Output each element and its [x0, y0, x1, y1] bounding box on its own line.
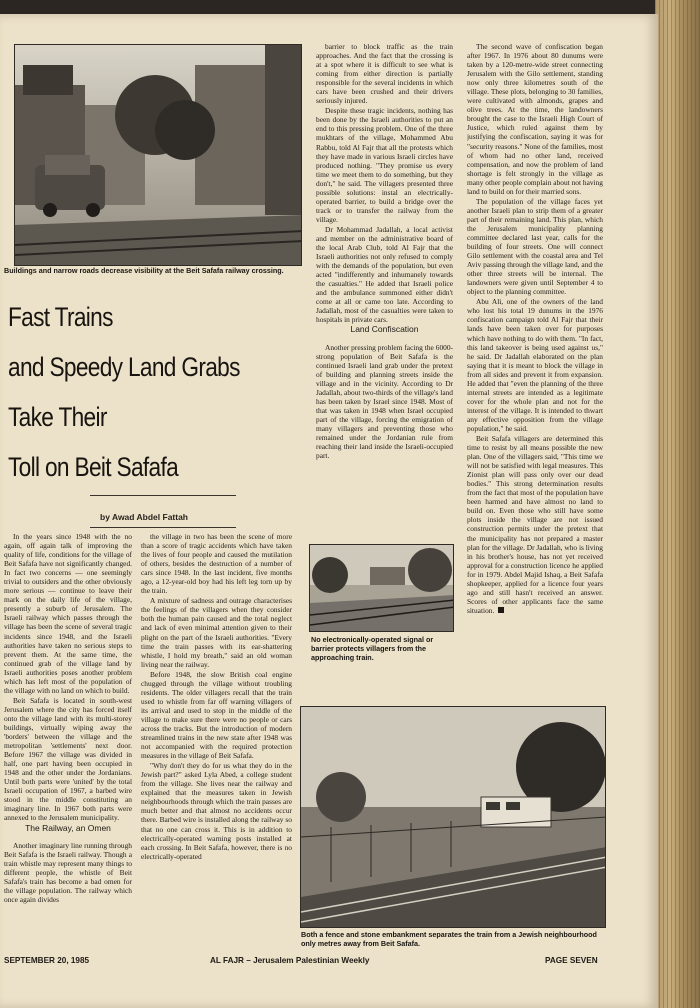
photo-railway-crossing — [14, 44, 302, 266]
footer-date: SEPTEMBER 20, 1985 — [4, 956, 90, 965]
footer-page-number: PAGE SEVEN — [545, 956, 598, 965]
fence-embankment-image — [301, 707, 606, 928]
end-of-article-mark — [498, 607, 504, 613]
column-3-paragraph: Dr Mohammad Jadallah, a local activist and member on the administrative board of the local Arab Club, told Al Fajr that the Israeli authorities not only refused to comply with the demands of the population, but even acted "indifferently and inhumanely towards the casualties." He added that Israeli police and the ambulance summoned either didn't come at all or came too late. According to Jadallah, most of the casualties were taken to hospitals in private cars. — [316, 224, 453, 325]
column-2-paragraph: Before 1948, the slow British coal engine chugged through the village without troubling residents. The older villagers recall that the train used to whistle from far off warning villagers of its arrival and used to stop in the middle of the village to make sure there were no people or cars across the tracks. But the introduction of modern streamlined trains in the new state after 1948 was not accompanied with the required protection measures in the village of Beit Safafa. — [141, 669, 292, 761]
photo-mid-caption: No electronically-operated signal or barrier protects villagers from the approaching train. — [311, 635, 434, 663]
headline-line-2: and Speedy Land Grabs — [8, 352, 240, 382]
photo-bottom-caption: Both a fence and stone embankment separates the train from a Jewish neighbourhood only metres away from Beit Safafa. — [301, 930, 597, 949]
article-column-4 — [467, 42, 603, 682]
column-4-paragraph: The population of the village faces yet another Israeli plan to strip them of a greater part of their remaining land. This plan, which the Jerusalem municipality planning committee declared last year, calls for the building of four streets. One will connect Gilo settlement with the coastal area and Tel Aviv passing through the village land, and the other three streets will be internal. The landowners were given until September 4 to object to the planning committee. — [467, 196, 603, 297]
column-2-paragraph: the village in two has been the scene of more than a score of tragic accidents which have taken the lives of four people and caused the mutilation of others, besides the destruction of a number of cars since 1948. In the last incident, five months ago, a 12-year-old boy had his left leg torn up by the train. — [141, 532, 292, 596]
headline-line-1: Fast Trains — [8, 302, 113, 332]
headline-line-3: Take Their — [8, 402, 107, 432]
byline-rule-bottom — [90, 527, 236, 528]
column-1-paragraph: In the years since 1948 with the no again, off again talk of improving the quality of life, conditions for the village of Beit Safafa have not significantly changed. In fact two concerns — one seemingly trivial to outsiders and the other obviously more serious — continue to leave their mark on the daily life of the village, presently a suburb of Jerusalem. The Israeli railway which passes through the village has been the scene of several tragic incidents since 1948, and the Israeli authorities have taken no serious steps to prevent them. At the same time, the continued grab of the village land by Israeli authorities poses another problem which has left most of the population of the village with no land on which to build. — [4, 532, 132, 695]
page-binding — [655, 0, 700, 1008]
column-3-paragraph: barrier to block traffic as the train approaches. And the fact that the crossing is at a spot where it is difficult to see what is coming from either direction is partially responsible for the several incidents in which cars have been crushed and their drivers seriously injured. — [316, 42, 453, 106]
column-4-paragraph: Abu Ali, one of the owners of the land who lost his total 19 dunums in the 1976 confiscation campaign told Al Fajr that their lands have been taken over for purposes which have nothing to do with them. "In fact, this land takeover is being used against us," he said. Dr Jadallah elaborated on the plan saying that it is meant to block the village in from all sides and prevent it from expansion. He added that "even the planning of the three internal streets are intended as a legitimate cover for the whole plan and not for the interest of the village. It is intended to thwart any effective opposition from the village population," he said. — [467, 297, 603, 433]
column-3-paragraph: Another pressing problem facing the 6000-strong population of Beit Safafa is the continued Israeli land grab under the pretext of building and planning streets inside the village and in the vicinity. According to Dr Jadallah, about two-thirds of the village's land has been taken by Israel since 1948. Most of that was taken in 1948 when Israel occupied part of the village, forcing the emigration of many villagers and preventing those who remained under the Jordanian rule from reaching their land inside the Israeli-occupied part. — [316, 342, 453, 461]
column-1-paragraph: Beit Safafa is located in south-west Jerusalem where the city has forced itself onto the village land with its multi-storey buildings, virtually wiping away the 'borders' between the village and the metropolitan 'settlements' next door. Before 1967 the village was divided in half, one part having been occupied in 1948 and the other under the Jordanians. Until both parts were 'united' by the total Israeli occupation of 1967, a barbed wire stood in the middle constituting an imaginary line. In 1967 both parts were annexed to the Jerusalem municipality. — [4, 695, 132, 823]
article-column-1 — [4, 532, 132, 942]
article-column-2 — [141, 532, 292, 942]
photo-top-caption: Buildings and narrow roads decrease visibility at the Beit Safafa railway crossing. — [4, 266, 284, 275]
byline-rule-top — [90, 495, 236, 496]
column-1-paragraph: Another imaginary line running through Beit Safafa is the Israeli railway. Though a train whistle may represent many things to different people, the whistle of Beit Safafa's train has become a bad omen for the village population. The railway which once again divides — [4, 840, 132, 904]
column-2-paragraph: "Why don't they do for us what they do in the Jewish part?" asked Lyla Abed, a college student from the village. She lives near the railway and explained that the measures taken in Jewish neighbourhoods through which the train passes are much better and that almost no accidents occur there. Barbed wire is installed along the railway so that no one can cross it. This is in addition to electrically-operated warning posts installed at each crossing. In Beit Safafa, however, there is no electrically-operated — [141, 761, 292, 861]
column-3-paragraph: Despite these tragic incidents, nothing has been done by the Israeli authorities to put an end to this pressing problem. One of the three mukhtars of the village, Mohammed Abu Rabbu, told Al Fajr that all the protests which they have made in various Israeli circles have produced nothing. "They promise us every time we meet them to do something, but they don't," he said. The villagers presented three possible solutions: instal an electrically-operated barrier, to build a bridge over the track or to transfer the railway from the village. — [316, 106, 453, 224]
photo-fence-embankment — [300, 706, 606, 928]
subhead-railway-omen: The Railway, an Omen — [25, 822, 111, 833]
byline: by Awad Abdel Fattah — [100, 512, 189, 522]
railway-crossing-image — [15, 45, 302, 266]
column-4-paragraph: The second wave of confiscation began after 1967. In 1976 about 80 dunums were taken by a 120-metre-wide street connecting Jerusalem with the Gilo settlement, standing now only three kilometres south of the village. These plots, belonging to 30 families, were cultivated with almonds, grapes and olive trees. At the time, the landowners brought the case to the Israeli High Court of Justice, which ruled against them by justifying the confiscation, saying it was for "security reasons." None of the families, most of whom had no other land, received compensation, and now the problem of land shortage is felt strongly in the village as many other people complain about not having land to build on for their married sons. — [467, 42, 603, 196]
column-2-paragraph: A mixture of sadness and outrage characterises the feelings of the villagers when they consider both the human pain caused and the total neglect and lack of even minimal attention given to their plight on the part of the Israeli authorities. "Every time the train passes with its ear-shattering whistle, I hold my breath," said an old woman living near the railway. — [141, 596, 292, 669]
newspaper-page — [0, 14, 658, 1008]
column-4-paragraph: Beit Safafa villagers are determined this time to resist by all means possible the new plan. One of the villagers said, "This time we will not be satisfied with legal measures. This Zionist plan will pass only over our dead bodies." This strong determination results from the fact that most of the population have been harmed and have almost no land to build on. Even those who still have some plots inside the village are not issued construction permits under the pretext that the municipality has not prepared a master plan for the village. Dr Jadallah, who is living in his brother's house, has not yet received approval for a construction licence he applied for in 1979. Abdel Majid Ishaq, a Beit Safafa shopkeeper, applied for a licence four years ago and still hasn't received an answer. Scores of other applicants face the same situation. — [467, 434, 603, 615]
footer-publication: AL FAJR – Jerusalem Palestinian Weekly — [210, 956, 370, 965]
photo-railway-tracks — [309, 544, 454, 632]
railway-tracks-image — [310, 545, 454, 632]
article-column-3 — [316, 42, 453, 542]
subhead-land-confiscation: Land Confiscation — [350, 324, 419, 335]
headline-line-4: Toll on Beit Safafa — [8, 452, 179, 482]
